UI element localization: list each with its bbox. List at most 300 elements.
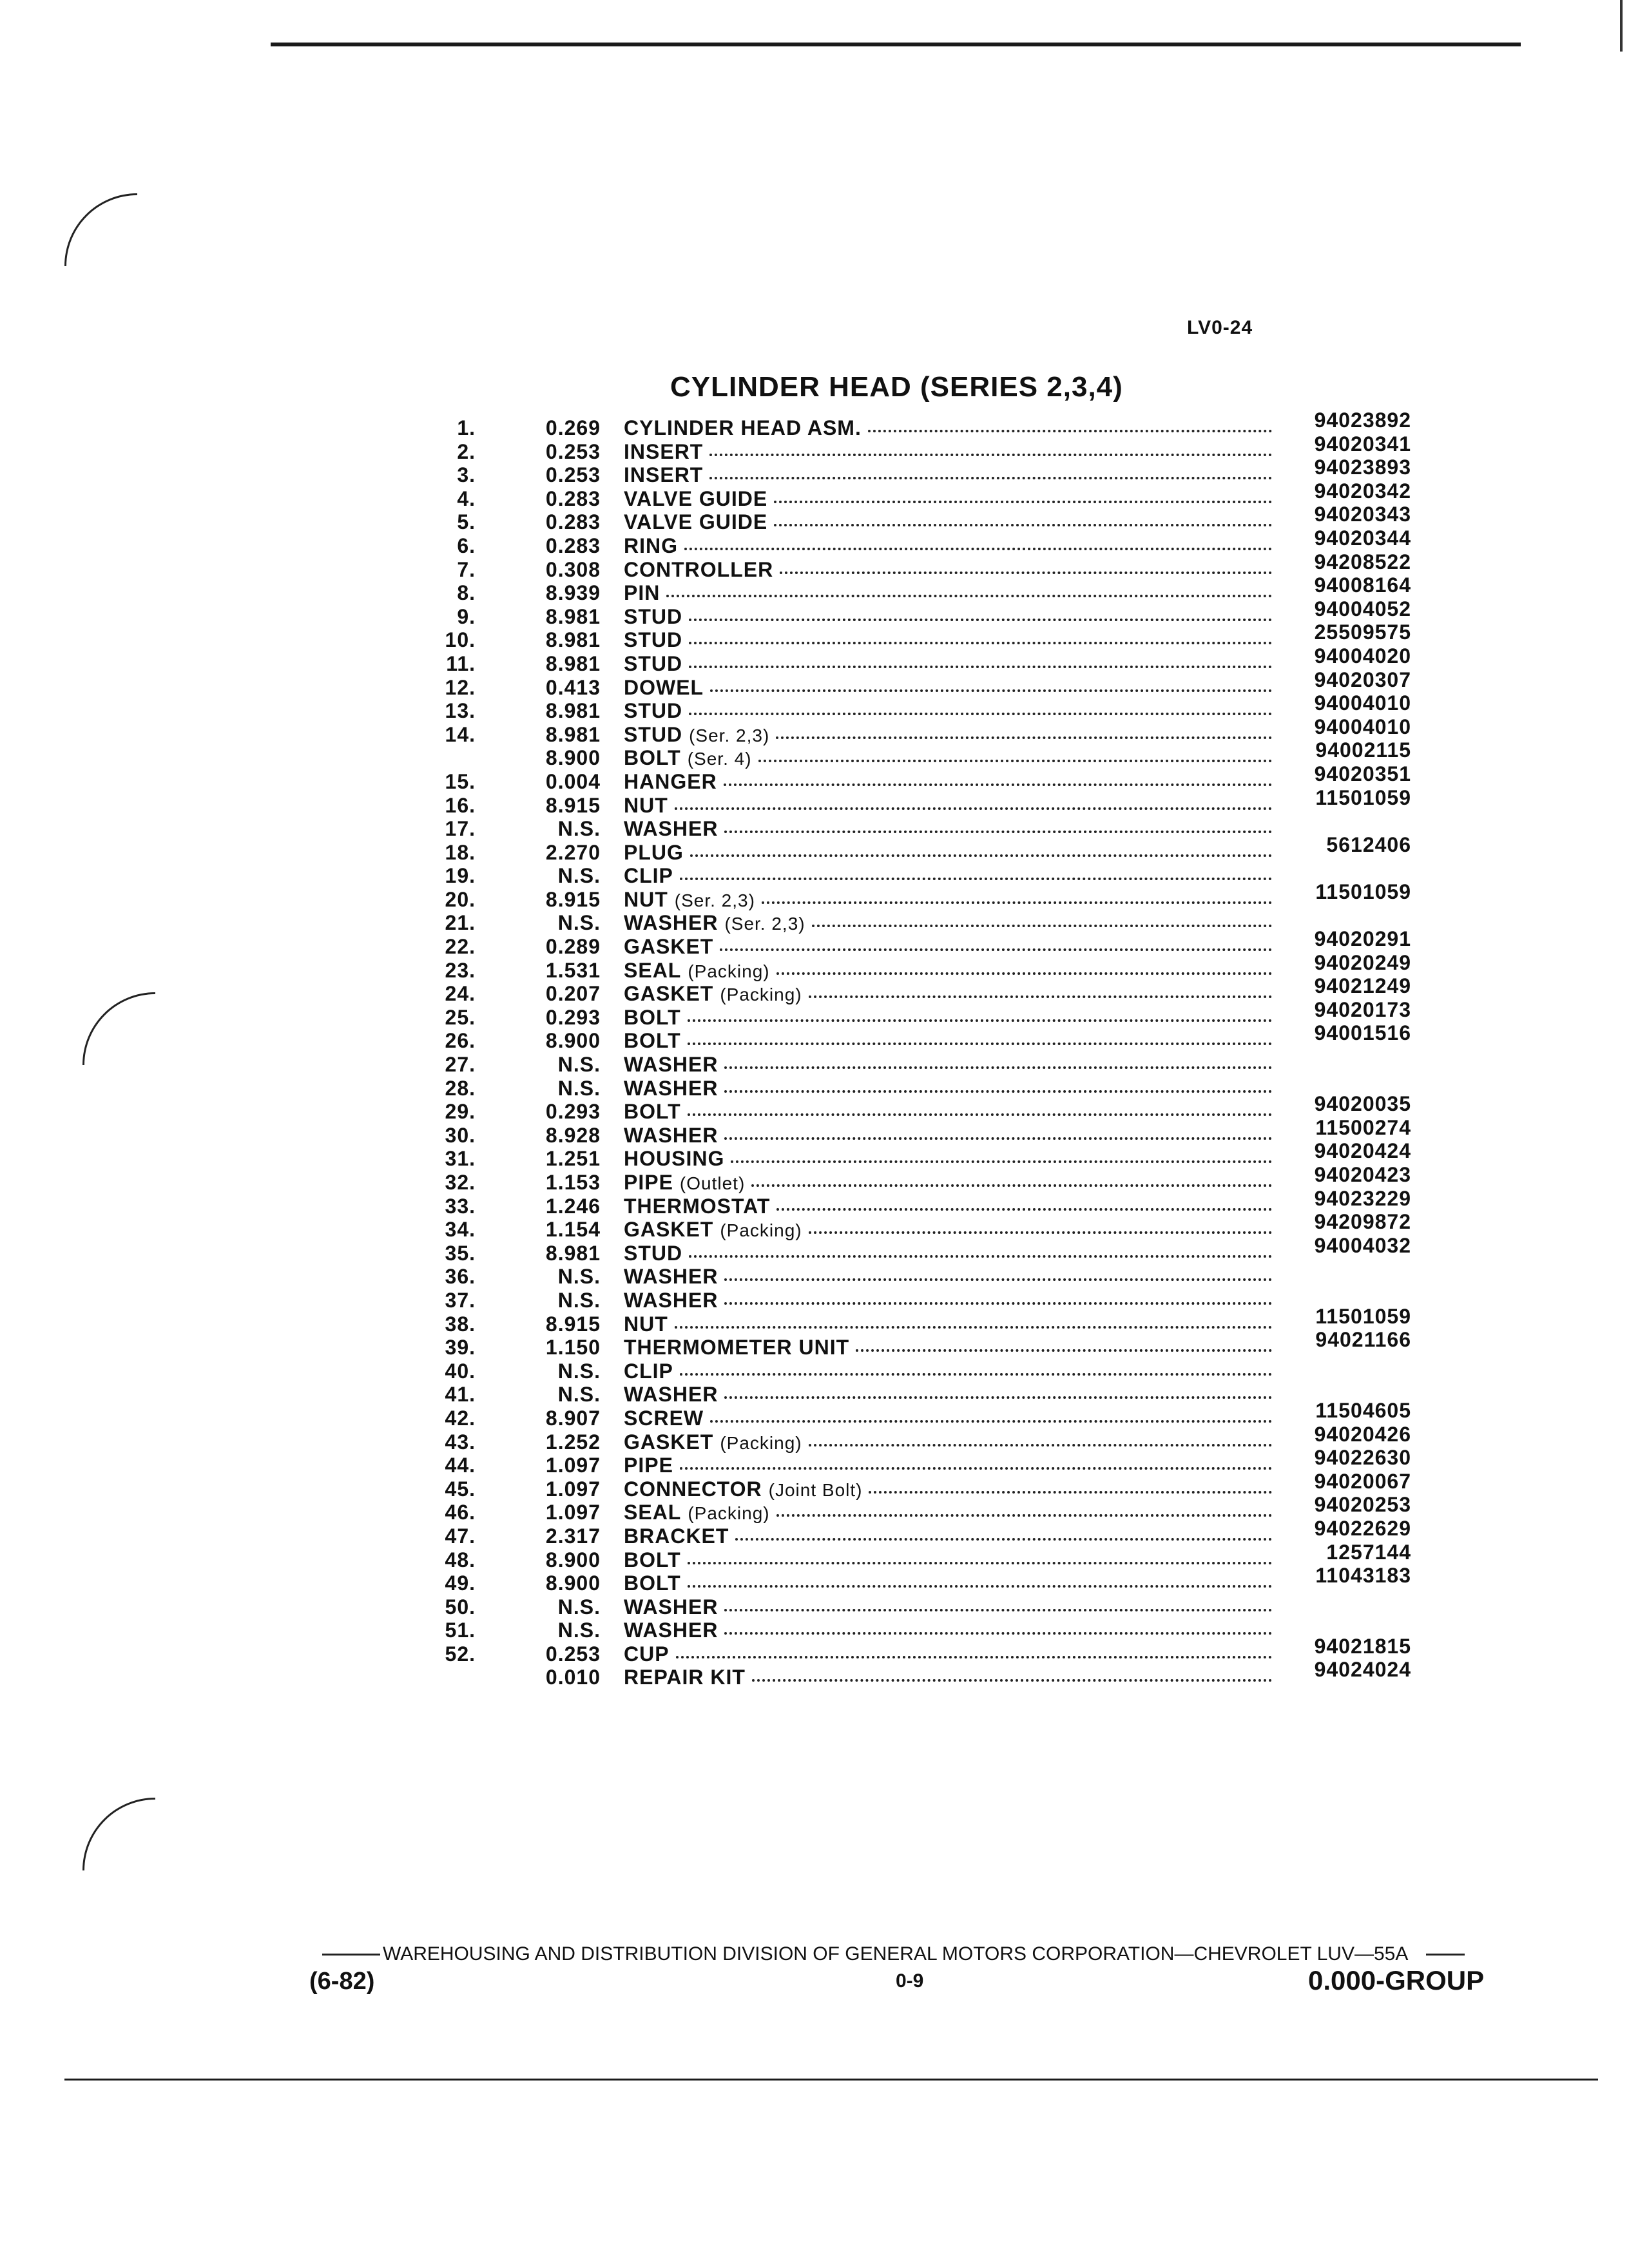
part-row xyxy=(419,1540,1411,1572)
part-note: (Outlet) xyxy=(679,1173,746,1193)
part-name: GASKET xyxy=(624,1430,714,1454)
part-description xyxy=(624,959,1282,983)
dot-leader xyxy=(688,1562,1272,1564)
part-description xyxy=(624,1312,1282,1336)
part-number: 94020035 xyxy=(1314,1092,1411,1116)
part-row xyxy=(419,817,1411,841)
part-item-number: 22. xyxy=(445,935,476,959)
part-name: CONNECTOR xyxy=(624,1477,762,1501)
part-row xyxy=(419,1186,1411,1218)
dot-leader xyxy=(720,948,1272,951)
binder-hole-mark xyxy=(82,992,155,1065)
part-name: WASHER xyxy=(624,1053,718,1077)
part-number: 94023229 xyxy=(1314,1186,1411,1210)
part-group-code: N.S. xyxy=(557,1383,601,1407)
part-item-number: 42. xyxy=(445,1406,476,1430)
part-description xyxy=(624,1407,1282,1430)
binder-hole-mark xyxy=(82,1798,155,1870)
part-description xyxy=(624,581,1282,605)
dot-leader xyxy=(724,1090,1272,1093)
part-row xyxy=(419,1233,1411,1265)
part-description xyxy=(624,1477,1282,1501)
part-row xyxy=(419,1077,1411,1100)
dot-leader xyxy=(688,1585,1272,1588)
top-rule xyxy=(271,43,1521,46)
part-group-code: 1.097 xyxy=(545,1454,601,1477)
part-number: 94020351 xyxy=(1314,762,1411,785)
dot-leader xyxy=(684,548,1272,550)
part-description xyxy=(624,1077,1282,1100)
part-group-code: 0.308 xyxy=(545,557,601,581)
dot-leader xyxy=(868,430,1272,432)
part-name: INSERT xyxy=(624,439,704,463)
part-row xyxy=(419,879,1411,912)
part-description xyxy=(624,1147,1282,1171)
dot-leader xyxy=(724,1396,1272,1399)
part-number: 94021815 xyxy=(1314,1634,1411,1658)
part-description xyxy=(624,1454,1282,1477)
part-group-code: 2.317 xyxy=(545,1524,601,1548)
part-group-code: 0.253 xyxy=(545,463,601,487)
part-item-number: 52. xyxy=(445,1642,476,1666)
part-row xyxy=(419,1398,1411,1430)
part-name: CYLINDER HEAD ASM. xyxy=(624,416,862,439)
dot-leader xyxy=(689,713,1272,715)
part-item-number: 30. xyxy=(445,1123,476,1147)
part-description xyxy=(624,888,1282,912)
part-name: PIPE xyxy=(624,1171,673,1194)
dot-leader xyxy=(680,878,1272,880)
part-description xyxy=(624,1289,1282,1312)
part-group-code: 8.915 xyxy=(545,1312,601,1336)
part-row xyxy=(419,1210,1411,1242)
part-row xyxy=(419,1595,1411,1619)
part-group-code: 1.251 xyxy=(545,1147,601,1171)
part-number: 94004052 xyxy=(1314,597,1411,620)
part-item-number: 17. xyxy=(445,817,476,841)
part-name: WASHER xyxy=(624,1619,718,1642)
part-name: BOLT xyxy=(624,1005,681,1029)
part-description xyxy=(624,982,1282,1006)
part-group-code: N.S. xyxy=(557,911,601,935)
part-row xyxy=(419,620,1411,652)
part-number: 94022629 xyxy=(1314,1516,1411,1540)
part-name: SEAL xyxy=(624,1501,682,1524)
part-item-number: 48. xyxy=(445,1548,476,1571)
part-description xyxy=(624,1242,1282,1265)
part-number: 11504605 xyxy=(1315,1398,1411,1422)
part-item-number: 1. xyxy=(457,416,476,439)
dot-leader xyxy=(774,524,1272,526)
part-note: (Ser. 2,3) xyxy=(674,890,755,910)
part-group-code: 8.981 xyxy=(545,628,601,652)
part-name: STUD xyxy=(624,699,683,723)
part-number: 94004032 xyxy=(1314,1233,1411,1257)
part-number: 94020291 xyxy=(1314,927,1411,951)
dot-leader xyxy=(869,1491,1272,1494)
part-item-number: 18. xyxy=(445,840,476,864)
part-item-number: 38. xyxy=(445,1312,476,1336)
dot-leader xyxy=(724,831,1272,833)
dot-leader xyxy=(724,1137,1272,1140)
part-number: 94020307 xyxy=(1314,668,1411,691)
part-item-number: 27. xyxy=(445,1053,476,1077)
part-item-number: 13. xyxy=(445,699,476,723)
dot-leader xyxy=(812,925,1272,927)
part-description xyxy=(624,487,1282,511)
part-name: NUT xyxy=(624,887,668,911)
part-description xyxy=(624,1100,1282,1124)
part-name: WASHER xyxy=(624,817,718,841)
part-group-code: 0.413 xyxy=(545,675,601,699)
part-group-code: 1.097 xyxy=(545,1501,601,1524)
part-item-number: 44. xyxy=(445,1454,476,1477)
part-row xyxy=(419,1493,1411,1524)
dot-leader xyxy=(688,1043,1272,1045)
part-row xyxy=(419,1053,1411,1077)
part-group-code: 0.283 xyxy=(545,486,601,510)
binder-hole-mark xyxy=(64,193,137,266)
part-description xyxy=(624,1195,1282,1218)
part-name: NUT xyxy=(624,793,668,817)
part-description xyxy=(624,628,1282,652)
part-group-code: N.S. xyxy=(557,1619,601,1642)
dot-leader xyxy=(724,783,1272,786)
part-description xyxy=(624,817,1282,841)
dot-leader xyxy=(751,1184,1272,1187)
part-name: GASKET xyxy=(624,935,714,959)
part-number: 94002115 xyxy=(1315,738,1411,762)
part-name: DOWEL xyxy=(624,675,704,699)
part-row xyxy=(419,1265,1411,1289)
part-group-code: 0.253 xyxy=(545,1642,601,1666)
part-name: CONTROLLER xyxy=(624,557,774,581)
part-number: 94001516 xyxy=(1314,1021,1411,1045)
dot-leader xyxy=(688,1019,1272,1022)
part-item-number: 3. xyxy=(457,463,476,487)
part-description xyxy=(624,1383,1282,1407)
part-note: (Joint Bolt) xyxy=(768,1479,863,1500)
part-name: BOLT xyxy=(624,1571,681,1595)
footer-dash xyxy=(322,1954,380,1956)
part-group-code: N.S. xyxy=(557,1359,601,1383)
part-description xyxy=(624,416,1282,440)
part-item-number: 8. xyxy=(457,581,476,605)
part-row xyxy=(419,950,1411,983)
part-note: (Ser. 4) xyxy=(687,749,752,769)
part-name: BOLT xyxy=(624,746,681,770)
part-description xyxy=(624,1029,1282,1053)
part-row xyxy=(419,691,1411,723)
dot-leader xyxy=(776,1514,1272,1517)
part-item-number: 23. xyxy=(445,958,476,982)
part-group-code: 0.253 xyxy=(545,439,601,463)
part-row xyxy=(419,550,1411,582)
part-row xyxy=(419,864,1411,888)
part-row xyxy=(419,785,1411,818)
part-group-code: N.S. xyxy=(557,1053,601,1077)
part-row xyxy=(419,762,1411,794)
part-group-code: 1.150 xyxy=(545,1336,601,1360)
part-name: NUT xyxy=(624,1312,668,1336)
part-row xyxy=(419,1139,1411,1171)
part-name: SEAL xyxy=(624,958,682,982)
footer-group: 0.000-GROUP xyxy=(1308,1965,1485,1995)
part-group-code: 1.252 xyxy=(545,1430,601,1454)
dot-leader xyxy=(780,572,1272,574)
part-description xyxy=(624,1336,1282,1360)
parts-list xyxy=(419,408,1411,1689)
part-group-code: N.S. xyxy=(557,864,601,888)
part-number: 94022630 xyxy=(1314,1446,1411,1470)
part-number: 94023893 xyxy=(1314,456,1411,479)
part-row xyxy=(419,503,1411,534)
part-number: 94020341 xyxy=(1314,432,1411,456)
dot-leader xyxy=(680,1467,1272,1470)
part-row xyxy=(419,479,1411,511)
part-number: 94208522 xyxy=(1314,550,1411,573)
part-number: 11501059 xyxy=(1315,785,1411,809)
part-item-number: 50. xyxy=(445,1595,476,1619)
part-name: STUD xyxy=(624,604,683,628)
part-description xyxy=(624,1218,1282,1242)
part-row xyxy=(419,1516,1411,1548)
dot-leader xyxy=(675,1326,1272,1329)
dot-leader xyxy=(776,736,1272,739)
dot-leader xyxy=(680,1373,1272,1376)
part-number: 94020423 xyxy=(1314,1163,1411,1186)
part-item-number: 21. xyxy=(445,911,476,935)
page-edge-mark xyxy=(1620,0,1623,52)
part-group-code: 8.915 xyxy=(545,793,601,817)
dot-leader xyxy=(758,760,1272,762)
part-row xyxy=(419,456,1411,487)
part-number: 94020344 xyxy=(1314,526,1411,550)
part-description xyxy=(624,770,1282,794)
part-number: 1257144 xyxy=(1326,1540,1411,1564)
dot-leader xyxy=(690,854,1272,857)
page-code: LV0-24 xyxy=(1187,317,1253,338)
part-description xyxy=(624,1666,1282,1689)
dot-leader xyxy=(776,972,1272,975)
part-description xyxy=(624,841,1282,865)
part-group-code: 8.981 xyxy=(545,1241,601,1265)
part-name: GASKET xyxy=(624,1218,714,1242)
part-description xyxy=(624,699,1282,723)
dot-leader xyxy=(709,454,1272,456)
part-name: WASHER xyxy=(624,1288,718,1312)
part-group-code: N.S. xyxy=(557,1288,601,1312)
dot-leader xyxy=(689,666,1272,668)
part-name: WASHER xyxy=(624,1123,718,1147)
part-number: 11501059 xyxy=(1315,879,1411,903)
part-item-number: 9. xyxy=(457,604,476,628)
part-item-number: 2. xyxy=(457,439,476,463)
part-item-number: 36. xyxy=(445,1265,476,1289)
part-number: 5612406 xyxy=(1326,832,1411,856)
part-name: SCREW xyxy=(624,1406,704,1430)
part-item-number: 5. xyxy=(457,510,476,534)
part-note: (Packing) xyxy=(688,961,770,981)
part-row xyxy=(419,1422,1411,1454)
part-row xyxy=(419,1092,1411,1124)
part-description xyxy=(624,1171,1282,1195)
part-group-code: 1.153 xyxy=(545,1171,601,1194)
part-group-code: 8.900 xyxy=(545,1029,601,1053)
part-name: WASHER xyxy=(624,911,718,935)
part-group-code: 8.915 xyxy=(545,887,601,911)
part-group-code: 0.293 xyxy=(545,1100,601,1124)
part-row xyxy=(419,1634,1411,1666)
part-description xyxy=(624,1265,1282,1289)
part-group-code: 0.004 xyxy=(545,769,601,793)
dot-leader xyxy=(724,1278,1272,1281)
part-name: HOUSING xyxy=(624,1147,725,1171)
part-group-code: 1.154 xyxy=(545,1218,601,1242)
part-number: 94020173 xyxy=(1314,997,1411,1021)
dot-leader xyxy=(762,901,1272,904)
part-group-code: 0.289 xyxy=(545,935,601,959)
part-group-code: 1.097 xyxy=(545,1477,601,1501)
part-item-number: 40. xyxy=(445,1359,476,1383)
part-group-code: 8.981 xyxy=(545,722,601,746)
dot-leader xyxy=(752,1679,1272,1682)
part-item-number: 35. xyxy=(445,1241,476,1265)
part-item-number: 32. xyxy=(445,1171,476,1194)
part-item-number: 33. xyxy=(445,1194,476,1218)
dot-leader xyxy=(809,1444,1272,1446)
part-item-number: 6. xyxy=(457,533,476,557)
part-row xyxy=(419,432,1411,464)
part-number: 94209872 xyxy=(1314,1210,1411,1234)
part-note: (Ser. 2,3) xyxy=(724,914,805,934)
part-group-code: 8.928 xyxy=(545,1123,601,1147)
part-row xyxy=(419,1304,1411,1336)
part-item-number: 49. xyxy=(445,1571,476,1595)
bottom-rule xyxy=(64,2079,1598,2081)
dot-leader xyxy=(689,619,1272,621)
part-number: 11043183 xyxy=(1315,1564,1411,1588)
dot-leader xyxy=(774,501,1272,503)
part-description xyxy=(624,723,1282,747)
part-row xyxy=(419,1163,1411,1195)
part-item-number: 47. xyxy=(445,1524,476,1548)
part-row xyxy=(419,1446,1411,1477)
part-name: BOLT xyxy=(624,1548,681,1571)
part-group-code: 0.207 xyxy=(545,982,601,1006)
part-row xyxy=(419,526,1411,558)
dot-leader xyxy=(710,689,1272,692)
part-row xyxy=(419,597,1411,629)
part-group-code: 0.283 xyxy=(545,510,601,534)
page-title: CYLINDER HEAD (SERIES 2,3,4) xyxy=(670,371,1123,403)
part-group-code: N.S. xyxy=(557,1595,601,1619)
part-description xyxy=(624,463,1282,487)
part-item-number: 51. xyxy=(445,1619,476,1642)
part-number: 94008164 xyxy=(1314,573,1411,597)
footer-publisher-line xyxy=(322,1943,1534,1965)
part-name: THERMOSTAT xyxy=(624,1194,771,1218)
part-row xyxy=(419,1469,1411,1501)
part-row xyxy=(419,408,1411,440)
part-number: 94004020 xyxy=(1314,644,1411,668)
part-description xyxy=(624,510,1282,534)
part-name: CLIP xyxy=(624,864,673,888)
part-name: PIN xyxy=(624,581,660,605)
part-description xyxy=(624,864,1282,888)
part-description xyxy=(624,676,1282,700)
dot-leader xyxy=(809,995,1272,998)
part-item-number: 14. xyxy=(445,722,476,746)
part-group-code: 0.283 xyxy=(545,533,601,557)
part-group-code: 8.907 xyxy=(545,1406,601,1430)
part-number: 94024024 xyxy=(1314,1658,1411,1682)
part-group-code: 8.939 xyxy=(545,581,601,605)
part-row xyxy=(419,1564,1411,1595)
part-row xyxy=(419,715,1411,747)
part-number: 94021166 xyxy=(1315,1328,1411,1352)
part-row xyxy=(419,997,1411,1030)
part-item-number: 29. xyxy=(445,1100,476,1124)
part-row xyxy=(419,1115,1411,1148)
part-row xyxy=(419,644,1411,676)
part-number: 94020343 xyxy=(1314,503,1411,526)
footer-publisher: WAREHOUSING AND DISTRIBUTION DIVISION OF GENERAL MOTORS CORPORATION—CHEVROLET LUV—55A xyxy=(383,1943,1409,1965)
part-number: 94020067 xyxy=(1314,1469,1411,1493)
part-item-number: 25. xyxy=(445,1005,476,1029)
dot-leader xyxy=(676,1656,1272,1658)
part-item-number: 31. xyxy=(445,1147,476,1171)
dot-leader xyxy=(689,642,1272,644)
dot-leader xyxy=(688,1113,1272,1116)
part-item-number: 4. xyxy=(457,486,476,510)
part-description xyxy=(624,794,1282,818)
part-name: BRACKET xyxy=(624,1524,729,1548)
part-group-code: 2.270 xyxy=(545,840,601,864)
part-description xyxy=(624,935,1282,959)
part-description xyxy=(624,558,1282,582)
part-name: WASHER xyxy=(624,1265,718,1289)
part-description xyxy=(624,1642,1282,1666)
part-note: (Packing) xyxy=(720,1220,802,1241)
part-number: 11501059 xyxy=(1315,1304,1411,1328)
part-number: 94020424 xyxy=(1314,1139,1411,1163)
part-row xyxy=(419,1328,1411,1360)
part-item-number: 7. xyxy=(457,557,476,581)
part-name: RING xyxy=(624,533,678,557)
part-name: GASKET xyxy=(624,982,714,1006)
part-description xyxy=(624,534,1282,558)
part-number: 11500274 xyxy=(1315,1115,1411,1139)
part-number: 25509575 xyxy=(1314,620,1411,644)
part-group-code: N.S. xyxy=(557,1265,601,1289)
part-name: REPAIR KIT xyxy=(624,1666,746,1689)
part-name: VALVE GUIDE xyxy=(624,486,768,510)
part-row xyxy=(419,927,1411,959)
part-description xyxy=(624,1524,1282,1548)
part-number: 94004010 xyxy=(1314,691,1411,715)
part-group-code: 8.900 xyxy=(545,746,601,770)
part-description xyxy=(624,1053,1282,1077)
footer-page-number: 0-9 xyxy=(896,1970,924,1992)
part-name: WASHER xyxy=(624,1595,718,1619)
part-item-number: 16. xyxy=(445,793,476,817)
part-group-code: 1.246 xyxy=(545,1194,601,1218)
dot-leader xyxy=(731,1160,1272,1163)
part-note: (Packing) xyxy=(720,985,802,1005)
part-name: BOLT xyxy=(624,1029,681,1053)
part-name: CLIP xyxy=(624,1359,673,1383)
